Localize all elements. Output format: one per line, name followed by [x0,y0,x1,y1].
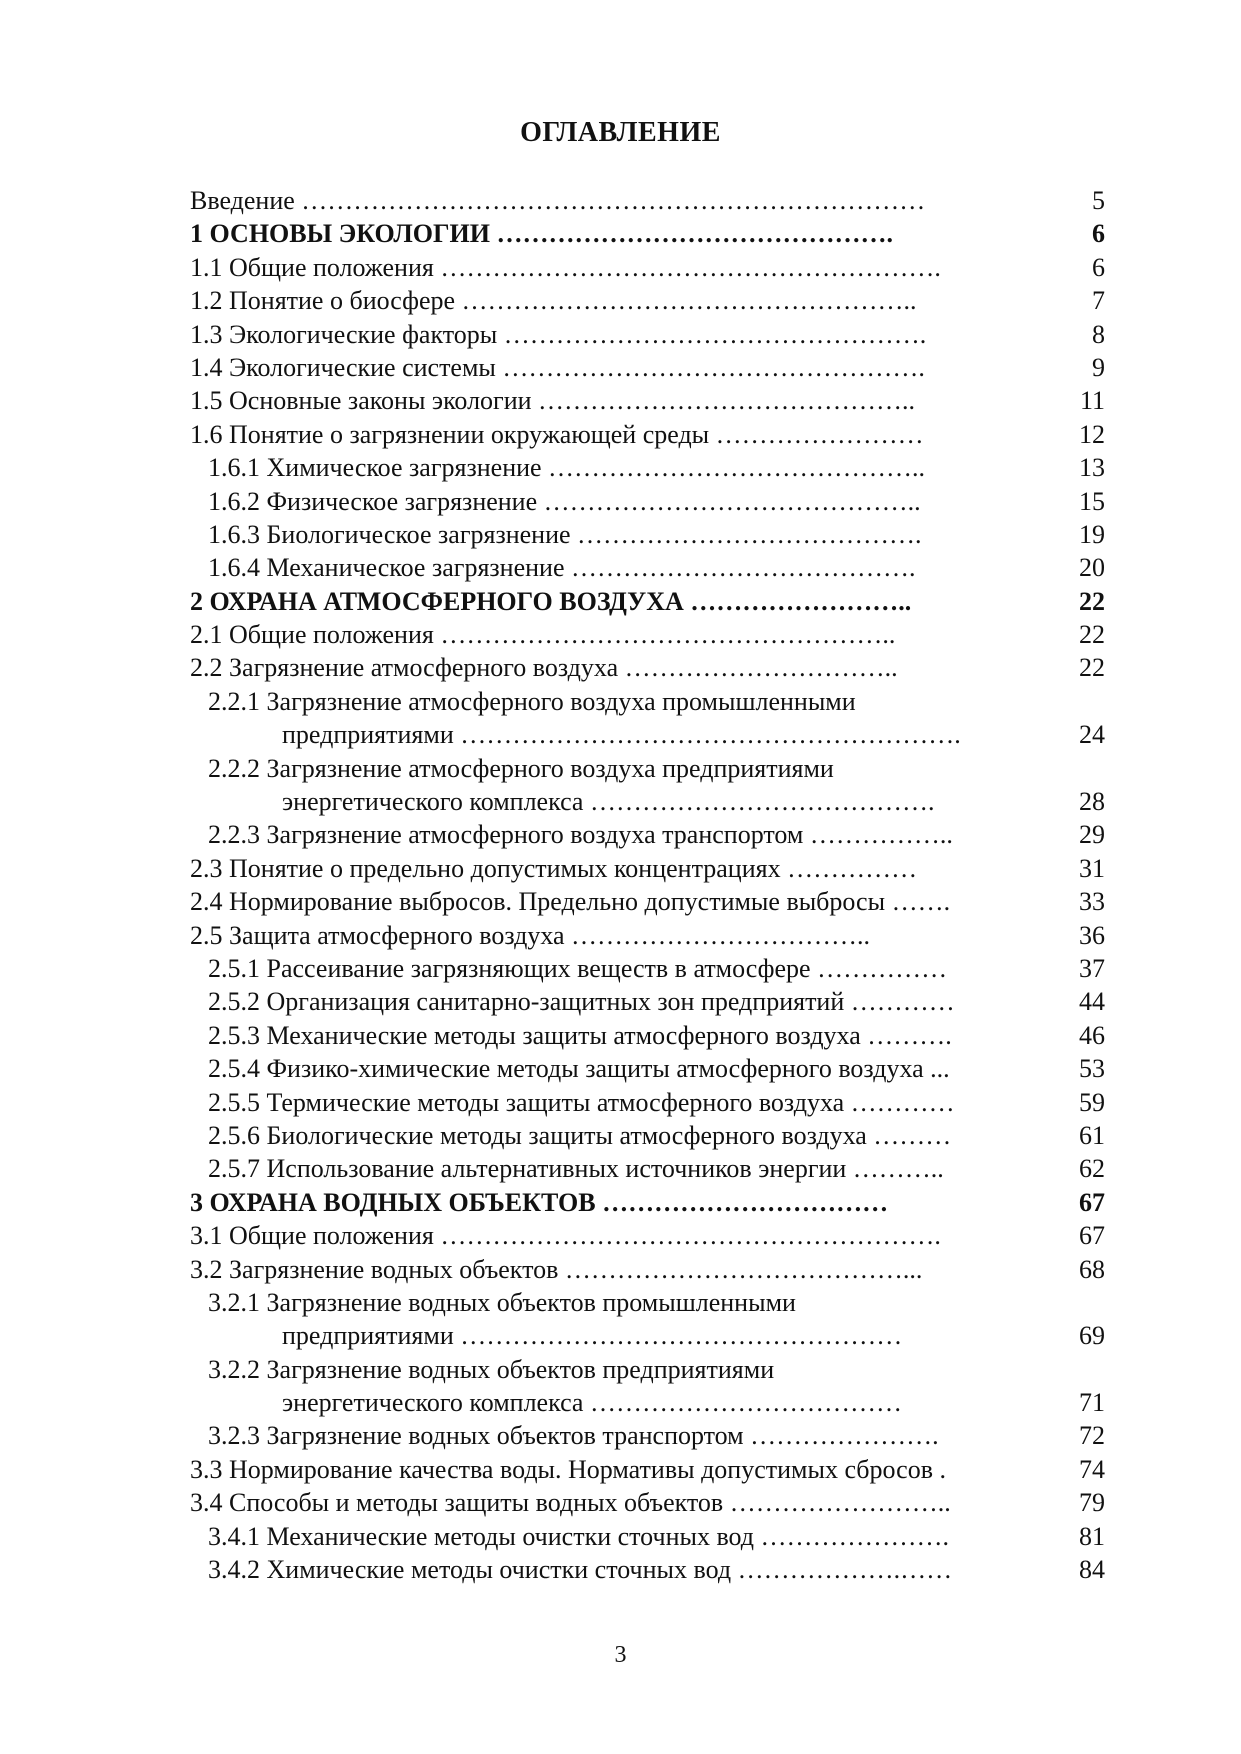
toc-entry-page: 19 [1079,519,1105,549]
toc-entry-page: 61 [1079,1120,1105,1150]
toc-entry-text: 1.4 Экологические системы …………………………………………. [190,352,925,382]
toc-subentry-continuation [0,718,1241,751]
toc-subentry [0,1419,1241,1452]
toc-entry-page: 53 [1079,1054,1105,1084]
toc-entry-page: 11 [1079,386,1105,416]
toc-entry-page: 20 [1079,553,1105,583]
toc-entry-text: 3.2 Загрязнение водных объектов …………………………………... [190,1254,923,1284]
toc-entry-text: 3.4 Способы и методы защиты водных объектов …………………….. [190,1488,951,1518]
toc-entry-page: 59 [1079,1087,1105,1117]
toc-entry [0,919,1241,952]
toc-entry-page: 22 [1079,586,1105,616]
toc-entry-text: 2.1 Общие положения …………………………………………….. [190,620,896,650]
toc-entry-text: 2 ОХРАНА АТМОСФЕРНОГО ВОЗДУХА …………………….. [190,586,912,616]
toc-entry-text: энергетического комплекса ……………………………… [282,1388,902,1418]
toc-entry-text: 1.6.4 Механическое загрязнение …………………………………. [208,553,916,583]
toc-entry [0,318,1241,351]
toc-entry-page: 22 [1079,620,1105,650]
toc-entry [0,852,1241,885]
toc-subentry [0,685,1241,718]
toc-entry-page: 7 [1092,286,1105,316]
toc-subentry [0,518,1241,551]
toc-entry [0,1219,1241,1252]
toc-entry-text: 1.1 Общие положения …………………………………………………. [190,252,941,282]
toc-entry-text: 1 ОСНОВЫ ЭКОЛОГИИ ………………………………………. [190,219,893,249]
toc-entry-text: предприятиями …………………………………………… [282,1321,903,1351]
toc-entry-text: 2.2.2 Загрязнение атмосферного воздуха предприятиями [208,753,834,783]
toc-entry-text: 2.5.4 Физико-химические методы защиты атмосферного воздуха ... [208,1054,950,1084]
toc-entry-page: 67 [1079,1187,1105,1217]
toc-subentry [0,1052,1241,1085]
toc-entry-page: 6 [1092,219,1105,249]
toc-entry-text: 2.2.3 Загрязнение атмосферного воздуха транспортом …………….. [208,820,953,850]
toc-entry-page: 62 [1079,1154,1105,1184]
toc-entry-page: 33 [1079,887,1105,917]
toc-entry-text: 3.4.2 Химические методы очистки сточных вод ……………….…… [208,1555,953,1585]
toc-entry-text: 1.5 Основные законы экологии …………………………………….. [190,386,916,416]
toc-subentry [0,1086,1241,1119]
toc-subentry [0,1119,1241,1152]
toc-entry-text: 3.3 Нормирование качества воды. Нормативы допустимых сбросов . [190,1454,946,1484]
toc-entry-page: 12 [1079,419,1105,449]
toc-entry-page: 71 [1079,1388,1105,1418]
toc-entry-text: 2.5.3 Механические методы защиты атмосферного воздуха ………. [208,1020,952,1050]
toc-subentry [0,1520,1241,1553]
toc-entry-page: 37 [1079,953,1105,983]
toc-subentry [0,485,1241,518]
toc-entry-page: 6 [1092,252,1105,282]
toc-entry-page: 68 [1079,1254,1105,1284]
toc-entry-page: 81 [1079,1521,1105,1551]
toc-subentry-continuation [0,1319,1241,1352]
toc-entry-page: 22 [1079,653,1105,683]
toc-entry [0,885,1241,918]
toc-entry-text: 3.1 Общие положения …………………………………………………. [190,1221,941,1251]
toc-entry-text: 1.3 Экологические факторы …………………………………………. [190,319,927,349]
toc-subentry [0,451,1241,484]
toc-entry-text: 2.5 Защита атмосферного воздуха …………………………….. [190,920,871,950]
toc-chapter [0,585,1241,618]
toc-entry-page: 67 [1079,1221,1105,1251]
toc-entry [0,1453,1241,1486]
toc-entry-page: 5 [1092,186,1105,215]
toc-subentry [0,1353,1241,1386]
toc-entry [0,1486,1241,1519]
toc-entry-page: 46 [1079,1020,1105,1050]
toc-entry-text: 1.6.2 Физическое загрязнение …………………………………….. [208,486,921,516]
toc-entry-page: 28 [1079,787,1105,817]
toc-subentry [0,551,1241,584]
toc-subentry [0,952,1241,985]
toc-entry-text: 1.6.1 Химическое загрязнение …………………………………….. [208,453,926,483]
toc-entry [0,184,1241,217]
toc-subentry-continuation [0,1386,1241,1419]
toc-entry-text: 2.3 Понятие о предельно допустимых концентрациях …………… [190,853,918,883]
toc-entry-text: 3.2.2 Загрязнение водных объектов предприятиями [208,1354,775,1384]
toc-entry [0,251,1241,284]
toc-subentry [0,1553,1241,1586]
toc-entry [0,384,1241,417]
page-number: 3 [614,1642,627,1668]
toc-subentry-continuation [0,785,1241,818]
toc-entry-page: 72 [1079,1421,1105,1451]
toc-entry-text: 3.2.1 Загрязнение водных объектов промышленными [208,1287,796,1317]
toc-entry [0,651,1241,684]
toc-entry-page: 74 [1079,1454,1105,1484]
toc-entry [0,418,1241,451]
toc-entry-text: 2.5.6 Биологические методы защиты атмосферного воздуха ……… [208,1120,952,1150]
toc-subentry [0,752,1241,785]
toc-entry-text: 2.4 Нормирование выбросов. Предельно допустимые выбросы ……. [190,887,951,917]
toc-entry-page: 44 [1079,987,1105,1017]
toc-entry-page: 31 [1079,853,1105,883]
toc-entry-text: 2.5.7 Использование альтернативных источников энергии ……….. [208,1154,944,1184]
toc-entry-page: 79 [1079,1488,1105,1518]
toc-entry [0,351,1241,384]
toc-entry-page: 29 [1079,820,1105,850]
toc-subentry [0,1286,1241,1319]
toc-entry [0,1253,1241,1286]
toc-subentry [0,1019,1241,1052]
toc-entry [0,284,1241,317]
toc-entry-text: 2.2 Загрязнение атмосферного воздуха ………………………….. [190,653,898,683]
toc-entry-text: 3.2.3 Загрязнение водных объектов транспортом …………………. [208,1421,939,1451]
page-title: ОГЛАВЛЕНИЕ [520,117,721,148]
toc-entry-text: 1.6.3 Биологическое загрязнение …………………………………. [208,519,922,549]
toc-subentry [0,985,1241,1018]
toc-entry-page: 9 [1092,352,1105,382]
toc-entry-text: 2.5.5 Термические методы защиты атмосферного воздуха ………… [208,1087,955,1117]
toc-entry-text: 3.4.1 Механические методы очистки сточных вод …………………. [208,1521,950,1551]
toc-entry-page: 15 [1079,486,1105,516]
toc-chapter [0,217,1241,250]
toc-chapter [0,1186,1241,1219]
toc-entry-text: 2.2.1 Загрязнение атмосферного воздуха промышленными [208,686,856,716]
toc-entry-text: 2.5.2 Организация санитарно-защитных зон предприятий ………… [208,987,955,1017]
toc-entry-text: энергетического комплекса …………………………………. [282,787,935,817]
toc-entry-page: 69 [1079,1321,1105,1351]
toc-entry-text: 3 ОХРАНА ВОДНЫХ ОБЪЕКТОВ …………………………… [190,1187,889,1217]
toc-subentry [0,1152,1241,1185]
toc-entry-text: предприятиями …………………………………………………. [282,720,961,750]
toc-entry-text: 1.6 Понятие о загрязнении окружающей среды …………………… [190,419,924,449]
toc-entry-page: 13 [1079,453,1105,483]
table-of-contents [0,184,1241,1586]
toc-entry-text: 2.5.1 Рассеивание загрязняющих веществ в атмосфере …………… [208,953,948,983]
toc-subentry [0,818,1241,851]
toc-entry-page: 36 [1079,920,1105,950]
toc-entry-page: 24 [1079,720,1105,750]
toc-entry [0,618,1241,651]
toc-entry-page: 84 [1079,1555,1105,1585]
toc-entry-text: 1.2 Понятие о биосфере …………………………………………….. [190,286,917,316]
toc-entry-text: Введение ……………………………………………………………… [190,186,926,215]
toc-entry-page: 8 [1092,319,1105,349]
